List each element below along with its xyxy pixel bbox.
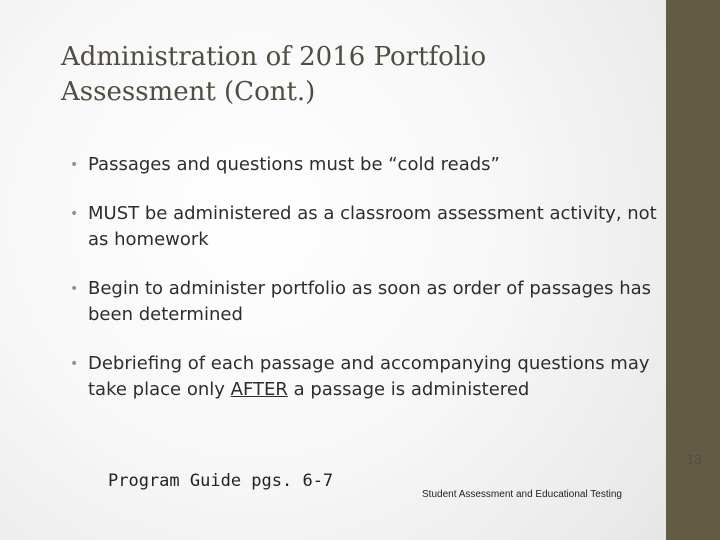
slide-title-line-2: Assessment (Cont.)	[61, 77, 316, 107]
emphasis-after: AFTER	[230, 379, 288, 400]
bullet-item-2: • MUST be administered as a classroom assessment activity, not as homework	[70, 201, 660, 253]
program-guide-reference: Program Guide pgs. 6-7	[108, 471, 334, 491]
bullet-item-4	[70, 351, 660, 403]
slide-title-line-1: Administration of 2016 Portfolio	[61, 42, 487, 72]
slide-title	[61, 40, 621, 110]
footer-text: Student Assessment and Educational Testing	[422, 489, 622, 500]
bullet-item-4-after: a passage is administered	[287, 379, 530, 400]
bullet-item-3: • Begin to administer portfolio as soon as order of passages has been determined	[70, 276, 660, 328]
page-number: 13	[686, 451, 702, 467]
bullet-item-4-before: Debriefing of each passage and accompanying questions may take place only	[88, 353, 650, 400]
bullet-list	[70, 152, 660, 426]
page-number-badge	[675, 441, 713, 478]
bullet-item-1: • Passages and questions must be “cold reads”	[70, 152, 660, 178]
